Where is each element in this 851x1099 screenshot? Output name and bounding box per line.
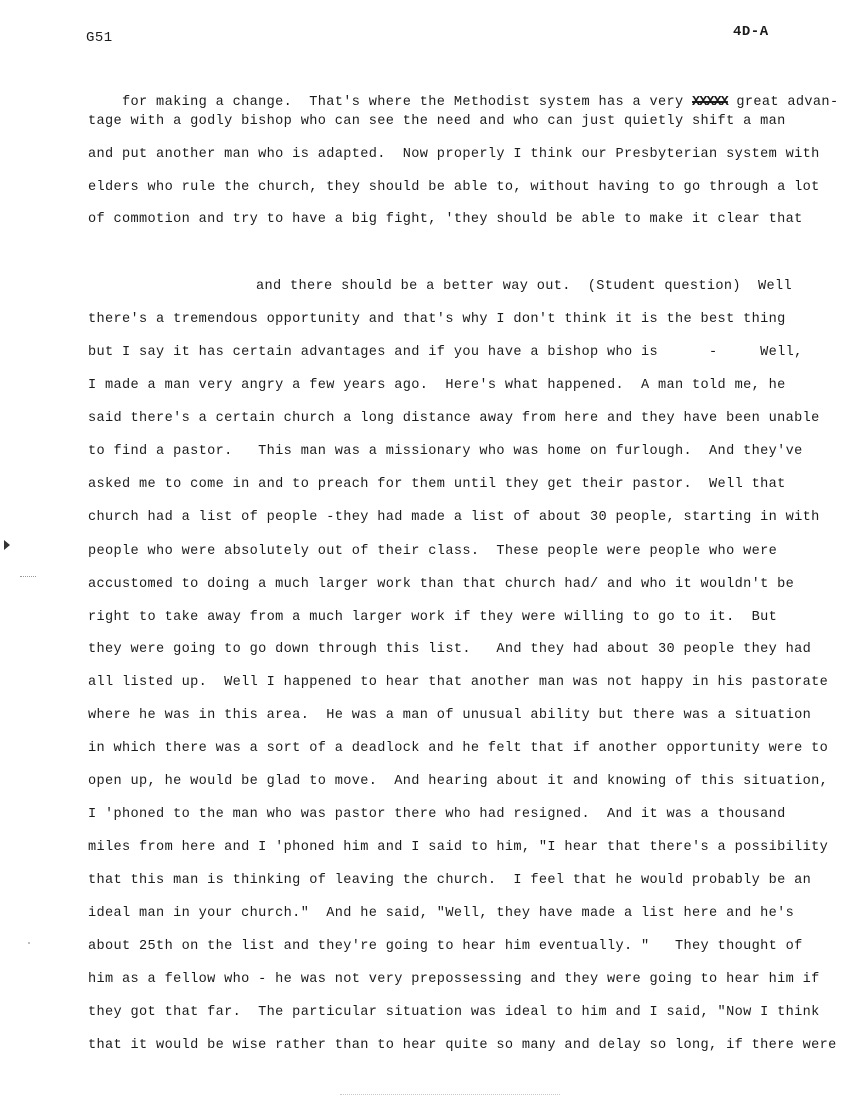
text-line: and put another man who is adapted. Now properly I think our Presbyterian system with (88, 147, 820, 162)
page-number: G51 (86, 30, 113, 46)
struck-out-text: XXXXX (692, 94, 728, 110)
text-line: people who were absolutely out of their class. These people were people who were (88, 544, 778, 559)
text-line: I made a man very angry a few years ago. Here's what happened. A man told me, he (88, 378, 786, 393)
margin-arrow-mark (4, 540, 10, 550)
page-reference: 4D-A (733, 24, 769, 40)
text-line: asked me to come in and to preach for them until they get their pastor. Well that (88, 477, 786, 492)
text-line: said there's a certain church a long distance away from here and they have been unable (88, 411, 820, 426)
text-line-segment: for making a change. That's where the Methodist system has a very (122, 94, 684, 110)
text-line: of commotion and try to have a big fight, 'they should be able to make it clear that (88, 212, 803, 227)
text-line: and there should be a better way out. (Student question) Well (256, 279, 792, 294)
text-line: in which there was a sort of a deadlock and he felt that if another opportunity were to (88, 741, 829, 756)
text-line: open up, he would be glad to move. And hearing about it and knowing of this situation, (88, 774, 829, 789)
text-line: that this man is thinking of leaving the church. I feel that he would probably be an (88, 873, 812, 888)
text-line: all listed up. Well I happened to hear that another man was not happy in his pastorate (88, 675, 829, 690)
text-line: right to take away from a much larger work if they were willing to go to it. But (88, 610, 778, 625)
margin-dot-mark (28, 942, 30, 944)
text-line: church had a list of people -they had made a list of about 30 people, starting in with (88, 510, 820, 525)
text-line: miles from here and I 'phoned him and I said to him, "I hear that there's a possibility (88, 840, 829, 855)
text-line: about 25th on the list and they're going to hear him eventually. " They thought of (88, 939, 803, 954)
text-line: there's a tremendous opportunity and that's why I don't think it is the best thing (88, 312, 786, 327)
text-line: to find a pastor. This man was a missionary who was home on furlough. And they've (88, 444, 803, 459)
text-line: accustomed to doing a much larger work than that church had/ and who it wouldn't be (88, 577, 795, 592)
text-line: they got that far. The particular situation was ideal to him and I said, "Now I think (88, 1005, 820, 1020)
text-line: but I say it has certain advantages and if you have a bishop who is - Well, (88, 345, 803, 360)
text-line: elders who rule the church, they should be able to, without having to go through a lot (88, 180, 820, 195)
text-line-segment: great advan- (736, 94, 839, 110)
text-line: tage with a godly bishop who can see the need and who can just quietly shift a man (88, 114, 786, 129)
text-line: I 'phoned to the man who was pastor there who had resigned. And it was a thousand (88, 807, 786, 822)
text-line: that it would be wise rather than to hear quite so many and delay so long, if there were (88, 1038, 837, 1053)
text-line: him as a fellow who - he was not very prepossessing and they were going to hear him if (88, 972, 820, 987)
text-line: where he was in this area. He was a man of unusual ability but there was a situation (88, 708, 812, 723)
text-line: they were going to go down through this list. And they had about 30 people they had (88, 642, 812, 657)
margin-pencil-mark (20, 576, 36, 577)
text-line: ideal man in your church." And he said, "Well, they have made a list here and he's (88, 906, 795, 921)
bottom-scan-artifact (340, 1094, 560, 1095)
